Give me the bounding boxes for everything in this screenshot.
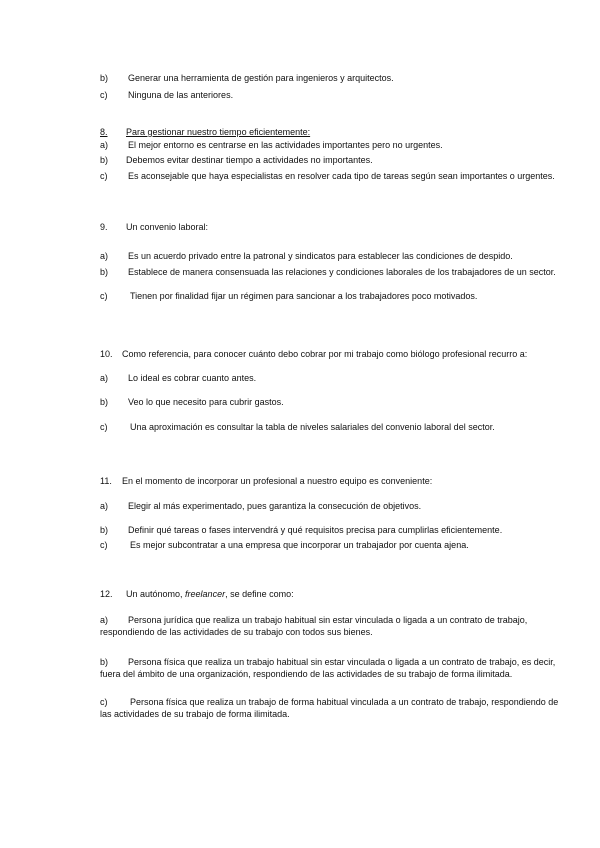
option-letter: b) <box>100 525 109 535</box>
option-text: Es mejor subcontratar a una empresa que incorporar un trabajador por cuenta ajena. <box>130 539 469 550</box>
option-text: Definir qué tareas o fases intervendrá y qué requisitos precisa para cumplirlas eficientemente. <box>128 525 503 535</box>
question-text-post: , se define como: <box>225 589 294 599</box>
q12-option-a <box>100 614 562 639</box>
q9-option-c <box>100 290 562 303</box>
option-letter: b) <box>100 656 109 667</box>
option-text: Tienen por finalidad fijar un régimen para sancionar a los trabajadores poco motivados. <box>130 290 478 301</box>
q7-block <box>100 72 562 101</box>
q12-block <box>100 588 562 721</box>
option-letter: c) <box>100 89 108 100</box>
q11-block <box>100 475 562 551</box>
question-text-pre: Un autónomo, <box>126 589 186 599</box>
option-letter: c) <box>100 696 108 707</box>
question-number: 10. <box>100 349 113 359</box>
q12-option-b <box>100 656 562 681</box>
option-text: El mejor entorno es centrarse en las actividades importantes pero no urgentes. <box>128 139 443 150</box>
option-letter: a) <box>100 250 109 261</box>
q10-question <box>100 348 562 361</box>
option-text: Persona jurídica que realiza un trabajo habitual sin estar vinculada o ligada a un contrato de trabajo, respondiendo de las actividades de su trabajo con todos sus bienes. <box>100 614 528 637</box>
q10-option-a <box>100 372 562 385</box>
option-text: Debemos evitar destinar tiempo a actividades no importantes. <box>126 155 373 165</box>
option-letter: a) <box>100 372 109 383</box>
option-text: Una aproximación es consultar la tabla de niveles salariales del convenio laboral del sector. <box>130 421 495 432</box>
question-text: Para gestionar nuestro tiempo eficientemente: <box>126 127 311 137</box>
option-letter: c) <box>100 421 108 432</box>
option-letter: c) <box>100 539 108 550</box>
option-letter: b) <box>100 267 109 277</box>
q10-block <box>100 348 562 433</box>
q9-question <box>100 221 562 234</box>
option-letter: c) <box>100 170 108 181</box>
option-letter: a) <box>100 139 109 150</box>
q8-block <box>100 126 562 182</box>
q10-option-b <box>100 396 562 409</box>
question-text: En el momento de incorporar un profesional a nuestro equipo es conveniente: <box>122 476 433 486</box>
q8-option-a <box>100 139 562 152</box>
q11-question <box>100 475 562 488</box>
option-text: Veo lo que necesito para cubrir gastos. <box>128 397 284 407</box>
question-text: Como referencia, para conocer cuánto debo cobrar por mi trabajo como biólogo profesional recurro a: <box>122 349 528 359</box>
q9-option-b <box>100 266 562 279</box>
q11-option-a <box>100 500 562 513</box>
option-letter: b) <box>100 73 109 83</box>
q7-option-b <box>100 72 562 85</box>
q9-option-a <box>100 250 562 263</box>
question-text: Un convenio laboral: <box>126 222 209 232</box>
q12-option-c <box>100 696 562 721</box>
question-number: 12. <box>100 589 113 599</box>
option-letter: b) <box>100 397 109 407</box>
q8-question <box>100 126 562 139</box>
q10-option-c <box>100 421 562 434</box>
q8-option-b <box>100 154 562 167</box>
q12-question <box>100 588 562 601</box>
option-text: Es aconsejable que haya especialistas en resolver cada tipo de tareas según sean importantes o urgentes. <box>128 170 555 181</box>
option-letter: c) <box>100 290 108 301</box>
q9-block <box>100 221 562 302</box>
option-text: Persona física que realiza un trabajo de forma habitual vinculada a un contrato de trabajo, respondiendo de las actividades de su trabajo de forma ilimitada. <box>100 696 559 719</box>
q11-option-c <box>100 539 562 552</box>
option-text: Persona física que realiza un trabajo habitual sin estar vinculada o ligada a un contrato de trabajo, es decir, fuera del ámbito de una organización, respondiendo de las actividades de su trabajo de forma ilimitada. <box>100 656 556 679</box>
option-text: Elegir al más experimentado, pues garantiza la consecución de objetivos. <box>128 500 422 511</box>
option-text: Generar una herramienta de gestión para ingenieros y arquitectos. <box>128 73 394 83</box>
question-number: 9. <box>100 222 108 232</box>
question-number: 11. <box>100 476 112 486</box>
q11-option-b <box>100 524 562 537</box>
option-text: Lo ideal es cobrar cuanto antes. <box>128 372 257 383</box>
option-text: Es un acuerdo privado entre la patronal y sindicatos para establecer las condiciones de despido. <box>128 250 513 261</box>
option-letter: a) <box>100 614 109 625</box>
question-number: 8. <box>100 127 108 137</box>
option-text: Ninguna de las anteriores. <box>128 89 234 100</box>
q8-option-c <box>100 170 562 183</box>
option-letter: a) <box>100 500 109 511</box>
q7-option-c <box>100 89 562 102</box>
option-text: Establece de manera consensuada las relaciones y condiciones laborales de los trabajadores de un sector. <box>128 267 556 277</box>
question-text-em: freelancer <box>185 589 226 599</box>
option-letter: b) <box>100 155 109 165</box>
